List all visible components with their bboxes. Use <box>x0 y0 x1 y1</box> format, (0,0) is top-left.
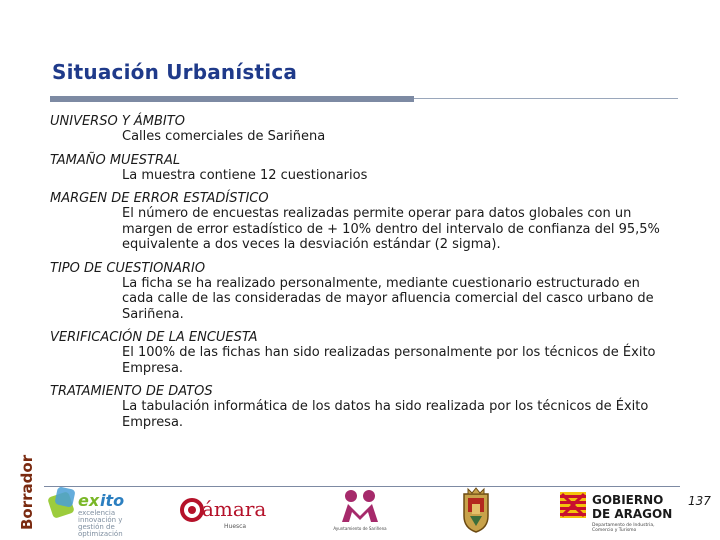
section-body: La muestra contiene 12 cuestionarios <box>122 167 368 183</box>
exito-logo <box>48 486 158 536</box>
svg-text:Departamento de Industria,: Departamento de Industria, <box>592 523 655 528</box>
section-heading: UNIVERSO Y ÁMBITO <box>50 114 185 129</box>
section-body: Calles comerciales de Sariñena <box>122 129 326 144</box>
section-tratamiento <box>50 384 670 430</box>
section-margen-error <box>50 191 670 253</box>
camara-logo <box>180 496 280 532</box>
svg-text:GOBIERNO: GOBIERNO <box>592 493 664 507</box>
section-heading: TIPO DE CUESTIONARIO <box>50 260 206 276</box>
municipal-logo <box>333 488 387 534</box>
svg-text:innovación y: innovación y <box>78 516 123 524</box>
gobierno-aragon-logo <box>560 488 682 534</box>
section-heading: TAMAÑO MUESTRAL <box>50 152 181 168</box>
coat-of-arms-icon <box>458 486 494 534</box>
sections-list <box>50 114 670 438</box>
svg-text:excelencia: excelencia <box>78 509 116 517</box>
svg-text:Borrador: Borrador <box>18 454 36 530</box>
svg-text:ámara: ámara <box>202 497 267 521</box>
slide-title: Situación Urbanística <box>52 60 298 84</box>
svg-text:Ayuntamiento de Sariñena: Ayuntamiento de Sariñena <box>333 526 387 531</box>
svg-text:gestión de: gestión de <box>78 523 115 531</box>
draft-stamp <box>8 454 42 532</box>
page-number: 137 <box>688 494 711 508</box>
svg-text:Comercio y Turismo: Comercio y Turismo <box>592 528 637 533</box>
section-heading: TRATAMIENTO DE DATOS <box>50 384 213 399</box>
svg-text:DE ARAGON: DE ARAGON <box>592 507 673 521</box>
section-verificacion <box>50 330 670 376</box>
section-heading: VERIFICACIÓN DE LA ENCUESTA <box>50 330 258 345</box>
section-body: La ficha se ha realizado personalmente, mediante cuestionario estructurado en cada calle de las consideradas de mayor afluencia comercial del casco urbano de Sariñena. <box>122 275 654 322</box>
section-body: La tabulación informática de los datos ha sido realizada por los técnicos de Éxito Empresa. <box>122 399 649 430</box>
svg-text:Huesca: Huesca <box>224 523 247 530</box>
section-body: El número de encuestas realizadas permite operar para datos globales con un margen de error estadístico de + 10% dentro del intervalo de confianza del 95,5% equivalente a dos veces la desviación estándar (2 sigma). <box>122 206 660 252</box>
title-divider-bar <box>50 96 414 102</box>
section-universo <box>50 114 670 145</box>
section-heading: MARGEN DE ERROR ESTADÍSTICO <box>50 191 269 206</box>
svg-text:optimización: optimización <box>78 530 123 538</box>
section-body: El 100% de las fichas han sido realizadas personalmente por los técnicos de Éxito Empresa. <box>122 345 656 376</box>
svg-text:ito: ito <box>100 491 125 510</box>
svg-text:ex: ex <box>78 491 100 510</box>
section-tamano-muestral <box>50 153 670 184</box>
section-tipo-cuestionario <box>50 261 670 323</box>
